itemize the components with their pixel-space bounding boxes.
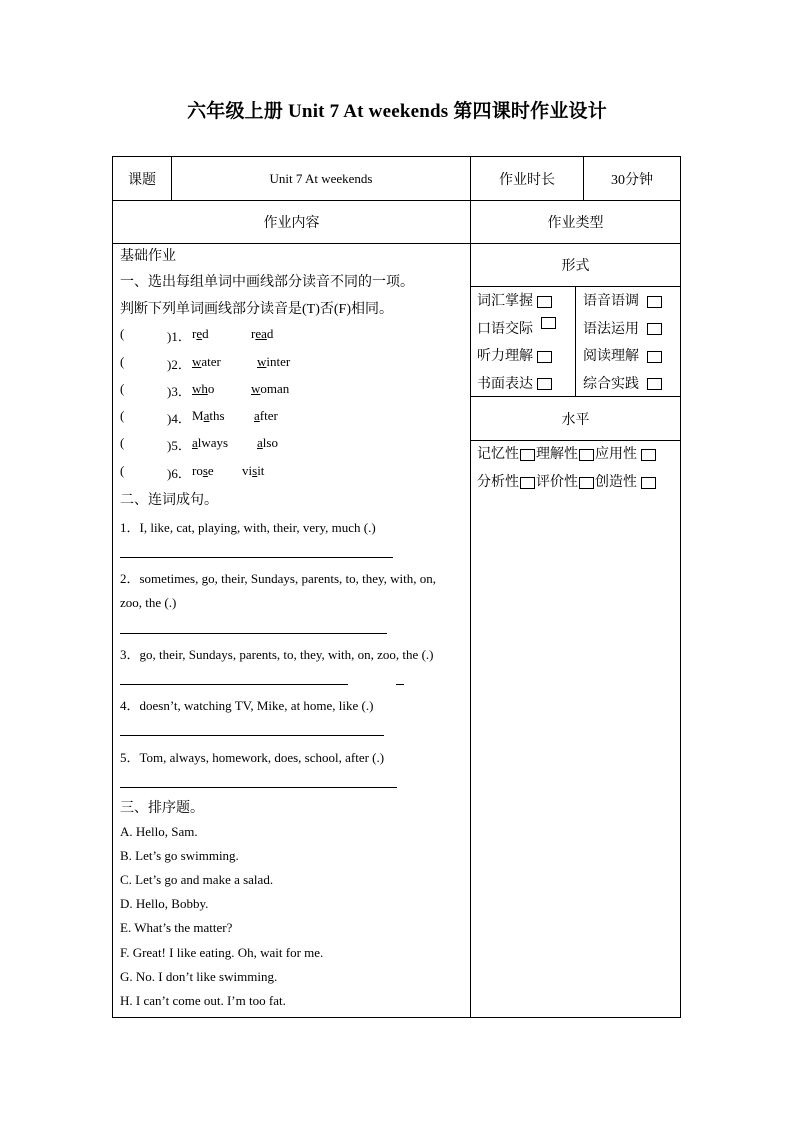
question-number: )4． <box>167 411 191 426</box>
basic-label: 基础作业 <box>120 249 176 264</box>
word-b <box>257 354 290 370</box>
word-b-part: r <box>251 326 256 341</box>
section1-title: 一、选出每组单词中画线部分读音不同的一项。 <box>120 275 414 290</box>
answer-line-3-tail <box>396 684 404 685</box>
answer-line-3[interactable] <box>120 684 348 685</box>
form-option <box>477 343 556 371</box>
level-option-label: 理解性 <box>536 447 578 462</box>
checkbox[interactable] <box>537 351 552 363</box>
form-column-divider <box>575 286 576 396</box>
checkbox[interactable] <box>520 477 535 489</box>
word-a-part: ths <box>209 408 225 423</box>
form-option-label: 语音语调 <box>583 294 639 309</box>
form-option <box>583 371 662 399</box>
word-a <box>192 435 228 451</box>
answer-line-5[interactable] <box>120 787 397 788</box>
word-b <box>242 463 264 479</box>
order-item: E. What’s the matter? <box>120 920 233 935</box>
form-option-label: 阅读理解 <box>583 349 639 364</box>
word-a-part: a <box>203 408 210 423</box>
section1-instruction: 判断下列单词画线部分读音是(T)否(F)相同。 <box>120 302 393 317</box>
level-option-label: 创造性 <box>595 475 637 490</box>
word-b-part: s <box>252 463 258 478</box>
form-option-label: 语法运用 <box>583 321 639 337</box>
word-b-part: d <box>266 326 274 341</box>
order-item: D. Hello, Bobby. <box>120 896 209 911</box>
word-a-part: w <box>192 354 202 369</box>
form-option-label: 口语交际 <box>477 321 533 337</box>
answer-line-2[interactable] <box>120 633 387 634</box>
topic-value: Unit 7 At weekends <box>269 170 373 186</box>
answer-paren[interactable]: ( <box>120 463 125 478</box>
form-option-label: 词汇掌握 <box>477 294 533 309</box>
word-a-part: wh <box>192 381 208 396</box>
word-a-part: r <box>192 326 197 341</box>
form-option <box>477 371 556 399</box>
form-option <box>583 288 662 316</box>
checkbox[interactable] <box>647 378 662 390</box>
question-number: )2． <box>167 357 191 372</box>
word-b <box>254 408 278 424</box>
word-a-part: e <box>207 463 214 478</box>
word-b-part: w <box>257 354 267 369</box>
word-b-part: inter <box>266 354 291 369</box>
order-item: H. I can’t come out. I’m too fat. <box>120 993 286 1008</box>
word-a-part: o <box>207 381 215 396</box>
checkbox[interactable] <box>647 323 662 335</box>
form-label: 形式 <box>561 259 590 274</box>
question-2-line2: zoo, the (.) <box>120 595 177 610</box>
answer-paren[interactable]: ( <box>120 408 125 423</box>
answer-paren[interactable]: ( <box>120 354 125 369</box>
level-option-label: 分析性 <box>477 475 519 490</box>
forms-left-list <box>477 288 556 398</box>
content-label: 作业内容 <box>263 216 320 231</box>
checkbox[interactable] <box>537 296 552 308</box>
form-option <box>477 288 556 316</box>
word-a-part: lways <box>197 435 229 450</box>
order-item: G. No. I don’t like swimming. <box>120 969 278 984</box>
level-option-label: 记忆性 <box>477 447 519 462</box>
form-option <box>583 343 662 371</box>
word-a <box>192 381 214 397</box>
answer-line-1[interactable] <box>120 557 393 558</box>
answer-paren[interactable]: ( <box>120 381 125 396</box>
word-b-part: it <box>257 463 265 478</box>
word-b-part: a <box>254 408 260 423</box>
question-4: 4．doesn’t, watching TV, Mike, at home, like (.) <box>120 698 374 713</box>
order-item: B. Let’s go swimming. <box>120 848 239 863</box>
table-right-border <box>680 156 681 1018</box>
word-a <box>192 463 214 479</box>
checkbox[interactable] <box>641 477 656 489</box>
forms-right-list <box>583 288 662 398</box>
table-bottom-border <box>112 1017 681 1018</box>
form-option-label: 听力理解 <box>477 349 533 364</box>
section3-title: 三、排序题。 <box>120 801 204 816</box>
level-row <box>477 441 656 469</box>
word-a-part: e <box>196 326 203 341</box>
answer-paren[interactable]: ( <box>120 326 125 341</box>
question-number: )5． <box>167 438 191 453</box>
level-label: 水平 <box>561 412 590 428</box>
checkbox[interactable] <box>520 449 535 461</box>
form-option-label: 书面表达 <box>477 376 533 392</box>
word-b-part: a <box>257 435 263 450</box>
word-a-part: ater <box>201 354 221 369</box>
word-b-part: lso <box>262 435 278 450</box>
question-1: 1．I, like, cat, playing, with, their, very, much (.) <box>120 520 376 535</box>
checkbox[interactable] <box>579 449 594 461</box>
question-5: 5．Tom, always, homework, does, school, after (.) <box>120 750 385 765</box>
word-a <box>192 408 225 424</box>
form-option-label: 综合实践 <box>583 376 639 392</box>
word-b-part: oman <box>260 381 290 396</box>
word-b <box>251 326 273 342</box>
word-b <box>257 435 278 451</box>
answer-paren[interactable]: ( <box>120 435 125 450</box>
word-b-part: fter <box>259 408 278 423</box>
question-number: )1． <box>167 329 191 344</box>
word-a-part: ro <box>192 463 203 478</box>
section2-title: 二、连词成句。 <box>120 493 218 508</box>
word-a-part: d <box>202 326 209 341</box>
order-item: A. Hello, Sam. <box>120 824 198 839</box>
checkbox[interactable] <box>579 477 594 489</box>
levels-list <box>477 441 656 497</box>
question-3: 3．go, their, Sundays, parents, to, they, with, on, zoo, the (.) <box>120 647 434 662</box>
word-b-part: ea <box>255 326 267 341</box>
type-label: 作业类型 <box>547 216 604 231</box>
checkbox[interactable] <box>647 296 662 308</box>
level-option-label: 应用性 <box>595 447 637 462</box>
duration-value: 30分钟 <box>611 172 653 188</box>
question-2-line1: 2．sometimes, go, their, Sundays, parents, to, they, with, on, <box>120 571 437 586</box>
word-a <box>192 326 209 342</box>
form-option <box>477 316 556 344</box>
answer-line-4[interactable] <box>120 735 384 736</box>
word-b-part: w <box>251 381 261 396</box>
word-a-part: s <box>202 463 208 478</box>
checkbox[interactable] <box>641 449 656 461</box>
question-number: )3． <box>167 384 191 399</box>
topic-label: 课题 <box>128 172 156 188</box>
checkbox[interactable] <box>537 378 552 390</box>
checkbox[interactable] <box>647 351 662 363</box>
word-b-part: vi <box>242 463 253 478</box>
word-a-part: a <box>192 435 198 450</box>
question-number: )6． <box>167 466 191 481</box>
word-a <box>192 354 221 370</box>
word-a-part: M <box>192 408 204 423</box>
checkbox[interactable] <box>541 317 556 329</box>
table-left-border <box>112 156 113 1018</box>
level-row <box>477 469 656 497</box>
duration-label: 作业时长 <box>499 172 555 188</box>
form-option <box>583 316 662 344</box>
word-b <box>251 381 289 397</box>
page-title: 六年级上册 Unit 7 At weekends 第四课时作业设计 <box>187 101 607 122</box>
order-item: F. Great! I like eating. Oh, wait for me. <box>120 945 324 960</box>
level-option-label: 评价性 <box>536 475 578 490</box>
order-item: C. Let’s go and make a salad. <box>120 872 274 887</box>
